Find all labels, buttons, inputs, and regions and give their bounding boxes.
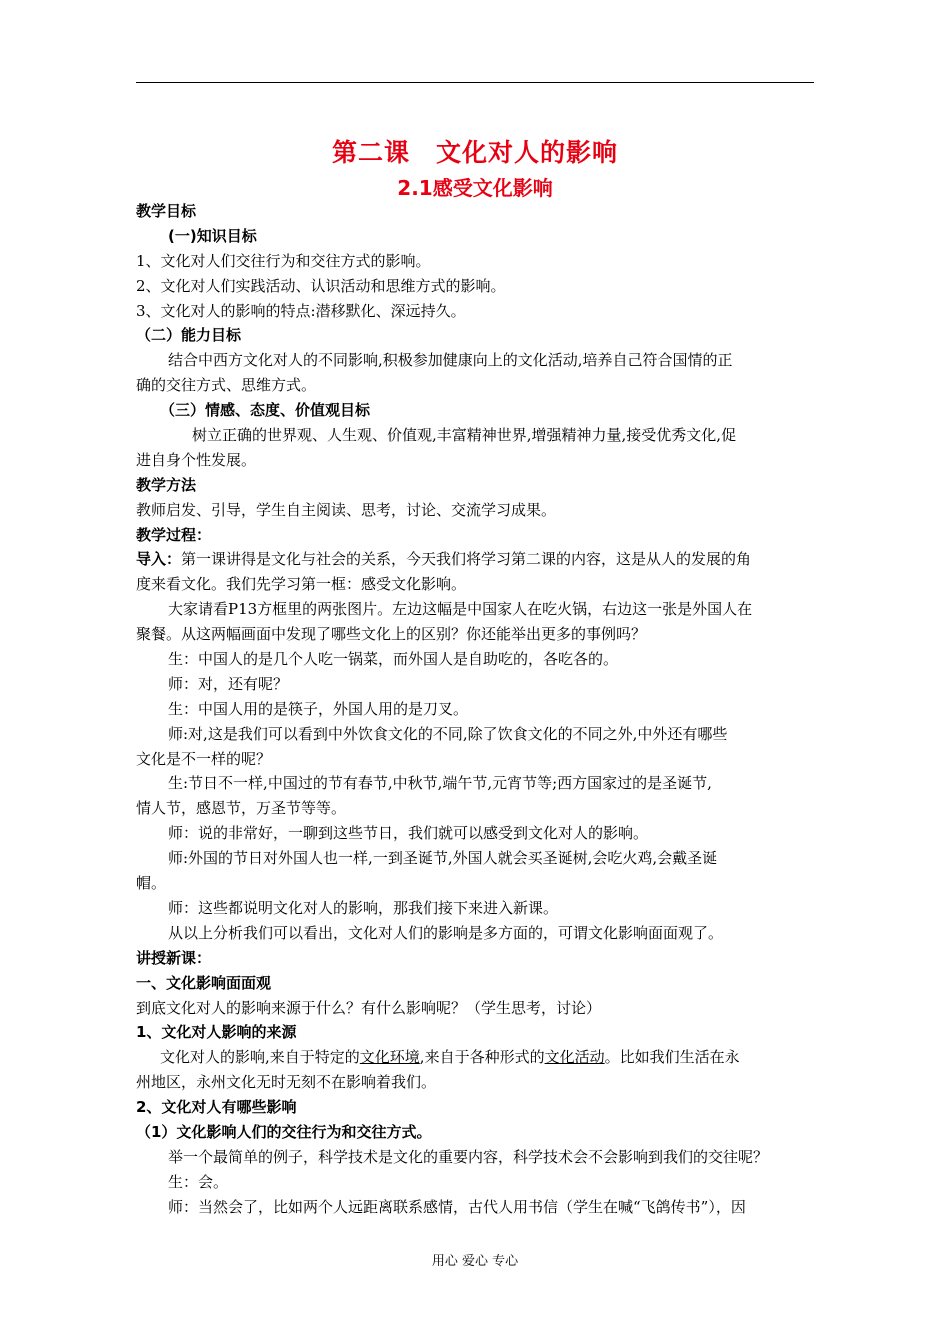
dialogue-line: 师:对,这是我们可以看到中外饮食文化的不同,除了饮食文化的不同之外,中外还有哪些 — [168, 724, 728, 743]
paragraph-line: 聚餐。从这两幅画面中发现了哪些文化上的区别？你还能举出更多的事例吗？ — [136, 625, 647, 644]
heading-new-lesson: 讲授新课： — [136, 948, 212, 967]
heading-knowledge-goals: (一)知识目标 — [168, 226, 257, 245]
paragraph-line: 到底文化对人的影响来源于什么？有什么影响呢？（学生思考，讨论） — [136, 998, 602, 1017]
paragraph-line: 2、文化对人们实践活动、认识活动和思维方式的影响。 — [136, 276, 506, 295]
paragraph-line — [136, 547, 816, 572]
lesson-title — [0, 133, 950, 169]
dialogue-line: 师：这些都说明文化对人的影响，那我们接下来进入新课。 — [168, 898, 559, 917]
lesson-name: 文化对人的影响 — [436, 138, 619, 167]
intro-text: 第一课讲得是文化与社会的关系，今天我们将学习第二课的内容，这是从人的发展的角 — [181, 550, 752, 569]
paragraph-line: 3、文化对人的影响的特点:潜移默化、深远持久。 — [136, 301, 466, 320]
header-rule — [136, 82, 814, 83]
paragraph-line: 树立正确的世界观、人生观、价值观,丰富精神世界,增强精神力量,接受优秀文化,促 — [192, 426, 737, 445]
heading-section-1: 一、文化影响面面观 — [136, 973, 272, 992]
paragraph-line: 州地区，永州文化无时无刻不在影响着我们。 — [136, 1073, 437, 1092]
heading-teaching-goals: 教学目标 — [136, 202, 197, 220]
page-footer: 用心 爱心 专心 — [431, 1254, 519, 1269]
text-run: 。比如我们生活在永 — [604, 1048, 740, 1067]
intro-label: 导入： — [136, 550, 182, 569]
heading-subsection-1: 1、文化对人影响的来源 — [136, 1023, 297, 1042]
paragraph-line: 度来看文化。我们先学习第一框：感受文化影响。 — [136, 575, 467, 594]
document-body — [136, 199, 816, 1220]
paragraph-line: 确的交往方式、思维方式。 — [136, 376, 317, 395]
paragraph-line — [136, 1045, 816, 1070]
paragraph-line: 举一个最简单的例子，科学技术是文化的重要内容，科学技术会不会影响到我们的交往呢？ — [168, 1147, 769, 1166]
dialogue-line: 师:外国的节日对外国人也一样,一到圣诞节,外国人就会买圣诞树,会吃火鸡,会戴圣诞 — [168, 849, 718, 868]
paragraph-line: 从以上分析我们可以看出，文化对人们的影响是多方面的，可谓文化影响面面观了。 — [168, 923, 724, 942]
paragraph-line: 帽。 — [136, 874, 167, 893]
paragraph-line: 进自身个性发展。 — [136, 450, 257, 469]
underlined-term: 文化环境 — [359, 1048, 420, 1067]
paragraph-line: 1、文化对人们交往行为和交往方式的影响。 — [136, 251, 431, 270]
dialogue-line: 生：中国人的是几个人吃一锅菜，而外国人是自助吃的，各吃各的。 — [168, 650, 619, 669]
dialogue-line: 师：当然会了，比如两个人远距离联系感情，古代人用书信（学生在喊“飞鸽传书”），因 — [168, 1197, 746, 1216]
paragraph-line: 大家请看P13方框里的两张图片。左边这幅是中国家人在吃火锅，右边这一张是外国人在 — [168, 600, 753, 619]
paragraph-line: 文化是不一样的呢？ — [136, 749, 272, 768]
text-run: ,来自于各种形式的 — [419, 1048, 545, 1067]
dialogue-line: 生:节日不一样,中国过的节有春节,中秋节,端午节,元宵节等;西方国家过的是圣诞节, — [168, 774, 712, 793]
paragraph-line: 教师启发、引导，学生自主阅读、思考，讨论、交流学习成果。 — [136, 500, 557, 519]
dialogue-line: 生：中国人用的是筷子，外国人用的是刀叉。 — [168, 699, 469, 718]
dialogue-line: 生：会。 — [168, 1172, 229, 1191]
heading-subsection-2: 2、文化对人有哪些影响 — [136, 1098, 297, 1117]
underlined-term: 文化活动 — [544, 1048, 605, 1067]
dialogue-line: 师：说的非常好，一聊到这些节日，我们就可以感受到文化对人的影响。 — [168, 824, 649, 843]
section-subtitle: 2.1感受文化影响 — [397, 176, 553, 200]
paragraph-line: 情人节，感恩节，万圣节等等。 — [136, 799, 347, 818]
dialogue-line: 师：对，还有呢？ — [168, 674, 289, 693]
heading-teaching-process: 教学过程： — [136, 525, 212, 544]
text-run: 文化对人的影响,来自于特定的 — [160, 1048, 360, 1067]
lesson-number: 第二课 — [331, 138, 410, 167]
heading-ability-goals: （二）能力目标 — [136, 326, 242, 345]
paragraph-line: 结合中西方文化对人的不同影响,积极参加健康向上的文化活动,培养自己符合国情的正 — [168, 351, 733, 370]
heading-point-1: （1）文化影响人们的交往行为和交往方式。 — [136, 1122, 432, 1141]
heading-emotion-goals: （三）情感、态度、价值观目标 — [160, 401, 371, 420]
heading-teaching-methods: 教学方法 — [136, 475, 197, 494]
